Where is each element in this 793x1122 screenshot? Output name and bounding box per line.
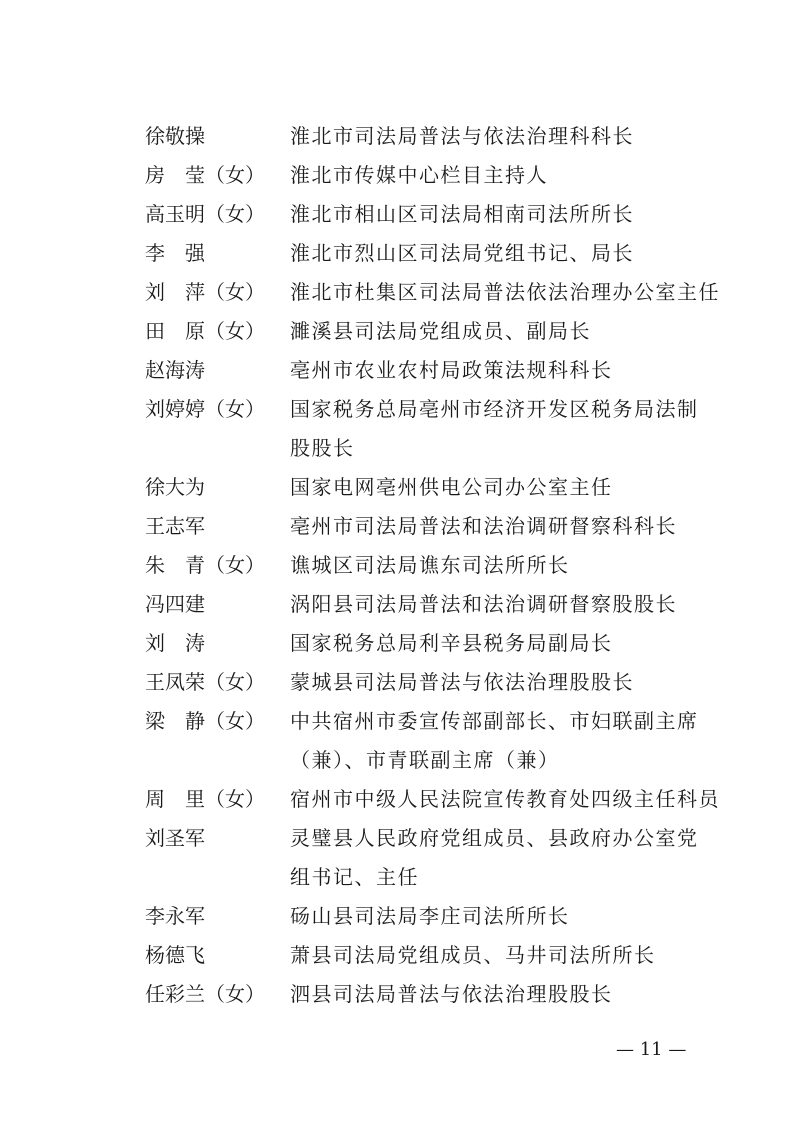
title-line: 亳州市农业农村局政策法规科科长: [290, 358, 613, 382]
person-name: 徐敬操: [145, 124, 205, 148]
person-title: [290, 234, 720, 273]
title-line: 濉溪县司法局党组成员、副局长: [290, 319, 591, 343]
person-name: 梁 静（女）: [145, 709, 265, 733]
title-line: 砀山县司法局李庄司法所所长: [290, 904, 570, 928]
person-name: 高玉明（女）: [145, 202, 265, 226]
title-line: 蒙城县司法局普法与依法治理股股长: [290, 670, 634, 694]
title-line: 组书记、主任: [290, 865, 419, 889]
person-title: [290, 624, 720, 663]
person-name: 周 里（女）: [145, 787, 265, 811]
person-name: 刘婷婷（女）: [145, 397, 265, 421]
person-name: 李永军: [145, 904, 205, 928]
person-title: [290, 975, 720, 1014]
person-name: 冯四建: [145, 592, 205, 616]
person-title: [290, 507, 720, 546]
person-name: 王志军: [145, 514, 205, 538]
person-title: [290, 663, 720, 702]
title-line: 淮北市烈山区司法局党组书记、局长: [290, 241, 634, 265]
person-title: [290, 390, 720, 468]
page-number: — 11 —: [616, 1039, 687, 1060]
person-title: [290, 897, 720, 936]
title-line: 淮北市传媒中心栏目主持人: [290, 163, 548, 187]
title-line: 国家税务总局亳州市经济开发区税务局法制: [290, 397, 699, 421]
person-name: 杨德飞: [145, 943, 205, 967]
person-name: 任彩兰（女）: [145, 982, 265, 1006]
person-title: [290, 936, 720, 975]
person-title: [290, 351, 720, 390]
person-title: [290, 273, 720, 312]
person-name: 房 莹（女）: [145, 163, 265, 187]
person-name: 王凤荣（女）: [145, 670, 265, 694]
person-title: [290, 780, 720, 819]
person-title: [290, 546, 720, 585]
title-line: 灵璧县人民政府党组成员、县政府办公室党: [290, 826, 699, 850]
title-line: 谯城区司法局谯东司法所所长: [290, 553, 570, 577]
person-name: 李 强: [145, 241, 205, 265]
person-title: [290, 468, 720, 507]
person-name: 赵海涛: [145, 358, 205, 382]
person-name: 徐大为: [145, 475, 205, 499]
person-title: [290, 585, 720, 624]
person-title: [290, 117, 720, 156]
title-line: 国家电网亳州供电公司办公室主任: [290, 475, 613, 499]
person-title: [290, 312, 720, 351]
title-line: 淮北市相山区司法局相南司法所所长: [290, 202, 634, 226]
person-name: 朱 青（女）: [145, 553, 265, 577]
person-title: [290, 156, 720, 195]
person-title: [290, 702, 720, 780]
title-line: 泗县司法局普法与依法治理股股长: [290, 982, 613, 1006]
person-name: 刘 涛: [145, 631, 205, 655]
title-line: 萧县司法局党组成员、马井司法所所长: [290, 943, 656, 967]
title-line: 涡阳县司法局普法和法治调研督察股股长: [290, 592, 677, 616]
title-line: 淮北市司法局普法与依法治理科科长: [290, 124, 634, 148]
title-line: 淮北市杜集区司法局普法依法治理办公室主任: [290, 280, 720, 304]
title-line: （兼）、市青联副主席（兼）: [290, 748, 560, 772]
person-title: [290, 195, 720, 234]
person-name: 刘圣军: [145, 826, 205, 850]
person-title: [290, 819, 720, 897]
person-name: 刘 萍（女）: [145, 280, 265, 304]
title-line: 股股长: [290, 436, 355, 460]
title-line: 国家税务总局利辛县税务局副局长: [290, 631, 613, 655]
title-line: 亳州市司法局普法和法治调研督察科科长: [290, 514, 677, 538]
person-name: 田 原（女）: [145, 319, 265, 343]
title-line: 宿州市中级人民法院宣传教育处四级主任科员: [290, 787, 720, 811]
title-line: 中共宿州市委宣传部副部长、市妇联副主席: [290, 709, 699, 733]
